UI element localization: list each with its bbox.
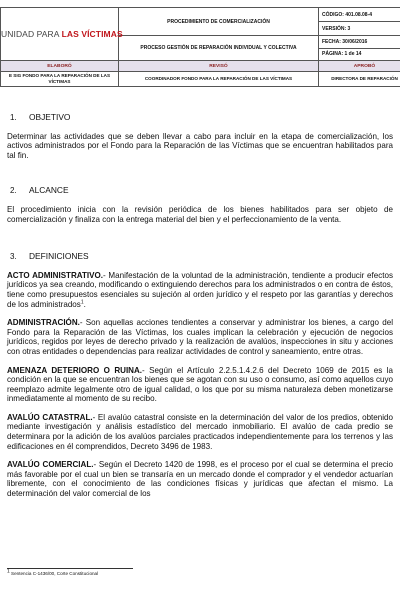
definition-text: - Manifestación de la voluntad de la administración, tendiente a producir efectos jurídicos ya sea creando, modificando o extinguiendo derechos para los administrados o en contra de éstos, tiene como presupuestos esenciales su sujeción al orden jurídico y el respeto por las garantías y derechos de los administrados [7, 270, 393, 309]
definition-paragraph [7, 318, 393, 356]
document-title: PROCEDIMIENTO DE COMERCIALIZACIÓN [119, 8, 319, 36]
reviso-value: COORDINADOR FONDO PARA LA REPARACIÓN DE LAS VÍCTIMAS [119, 72, 319, 87]
document-header [0, 7, 400, 103]
role-elaboro-heading: ELABORÓ [1, 61, 119, 72]
unidad-victimas-logo: UNIDAD PARA LAS VÍCTIMAS [1, 29, 123, 39]
codigo-label: CÓDIGO: 401.08.08-4 [319, 8, 400, 22]
process-subtitle: PROCESO GESTIÓN DE REPARACIÓN INDIVIDUAL Y COLECTIVA [119, 36, 319, 61]
aprobo-value: DIRECTORA DE REPARACIÓN [319, 72, 400, 87]
definition-term: AVALÚO CATASTRAL. [7, 412, 93, 422]
footnote [7, 568, 99, 576]
section-title: OBJETIVO [29, 112, 71, 122]
definition-paragraph [7, 366, 393, 404]
objetivo-paragraph: Determinar las actividades que se deben llevar a cabo para incluir en la etapa de comercialización, los activos administrados por el Fondo para la Reparación de las Víctimas que se encuentran habilitados para tal fin. [7, 131, 393, 160]
fecha-label: FECHA: 30/06/2016 [319, 36, 400, 49]
definition-term: ACTO ADMINISTRATIVO. [7, 270, 104, 280]
document-body [7, 108, 393, 508]
section-number: 3. [10, 252, 17, 262]
section-number: 2. [10, 186, 17, 196]
definition-paragraph [7, 413, 393, 451]
footnote-number: 1 [7, 568, 10, 575]
footnote-text: Sentencia C-1436/00, Corte Constitucional [9, 571, 99, 576]
section-title: DEFINICIONES [29, 251, 89, 262]
section-number: 1. [10, 113, 17, 122]
definition-term: ADMINISTRACIÓN. [7, 318, 80, 328]
definition-text: - Según el Artículo 2.2.5.1.4.2.6 del Decreto 1069 de 2015 es la condición en la que se encuentran los bienes que se agotan con su uso o consumo, así como aquellos cuyo reemplazo admite legalmente otro de igual calidad, o los que por su misma naturaleza deben monetizarse inmediatamente al momento de su recibo. [7, 365, 394, 404]
section-heading-objetivo [7, 113, 393, 123]
definition-text: - Son aquellas acciones tendientes a conservar y administrar los bienes, a cargo del Fondo para la Reparación de las Víctimas, los cuales implican la celebración y ejecución de negocios jurídicos, regidos por leyes de derecho privado y la realización de avalúos, inspecciones in situ y acciones con otras entidades o dependencias para realizar actividades de control y saneamiento, entre otras. [7, 318, 393, 356]
alcance-paragraph: El procedimiento inicia con la revisión periódica de los bienes habilitados para ser objeto de comercialización y finaliza con la entrega material del bien y el perfeccionamiento de la venta. [7, 204, 393, 224]
section-heading-alcance [7, 186, 393, 196]
definition-paragraph [7, 460, 393, 498]
definition-term: AVALÚO COMERCIAL. [7, 460, 94, 470]
definition-paragraph: ACTO ADMINISTRATIVO.- Manifestación de la voluntad de la administración, tendiente a producir efectos jurídicos ya sea creando, modificando o extinguiendo derechos para los administrados o en contra de éstos, tiene como presupuestos esenciales su sujeción al orden jurídico y el respeto por las garantías y derechos de los administrados$^1$. [7, 270, 393, 309]
elaboro-value: E SIG FONDO PARA LA REPARACIÓN DE LAS VÍCTIMAS [1, 72, 119, 87]
definition-text: - Según el Decreto 1420 de 1998, es el proceso por el cual se determina el precio más favorable por el cual un bien se transaría en un mercado donde el comprador y el vendedor actuarían libremente, con el conocimiento de las condiciones físicas y jurídicas que afectan el mismo. La determinación del valor comercial de los [7, 460, 394, 499]
role-aprobo-heading: APROBÓ [319, 61, 400, 72]
section-title: ALCANCE [29, 185, 69, 196]
footnote-reference[interactable]: 1 [80, 298, 84, 305]
role-reviso-heading: REVISÓ [119, 61, 319, 72]
definition-term: AMENAZA DETERIORO O RUINA. [7, 365, 143, 375]
logo-cell [1, 8, 123, 61]
pagina-label: PÁGINA: 1 de 14 [319, 48, 400, 61]
definition-text: - El avalúo catastral consiste en la determinación del valor de los predios, obtenido mediante investigación y análisis estadístico del mercado inmobiliario. El avalúo de cada predio se determinara por la adición de los avalúos parciales practicados independientemente para los terrenos y las edificaciones en él comprendidos, Decreto 3496 de 1983. [7, 412, 393, 451]
version-label: VERSIÓN: 3 [319, 22, 400, 36]
section-heading-definiciones [7, 252, 393, 262]
footnote-divider [7, 568, 133, 569]
